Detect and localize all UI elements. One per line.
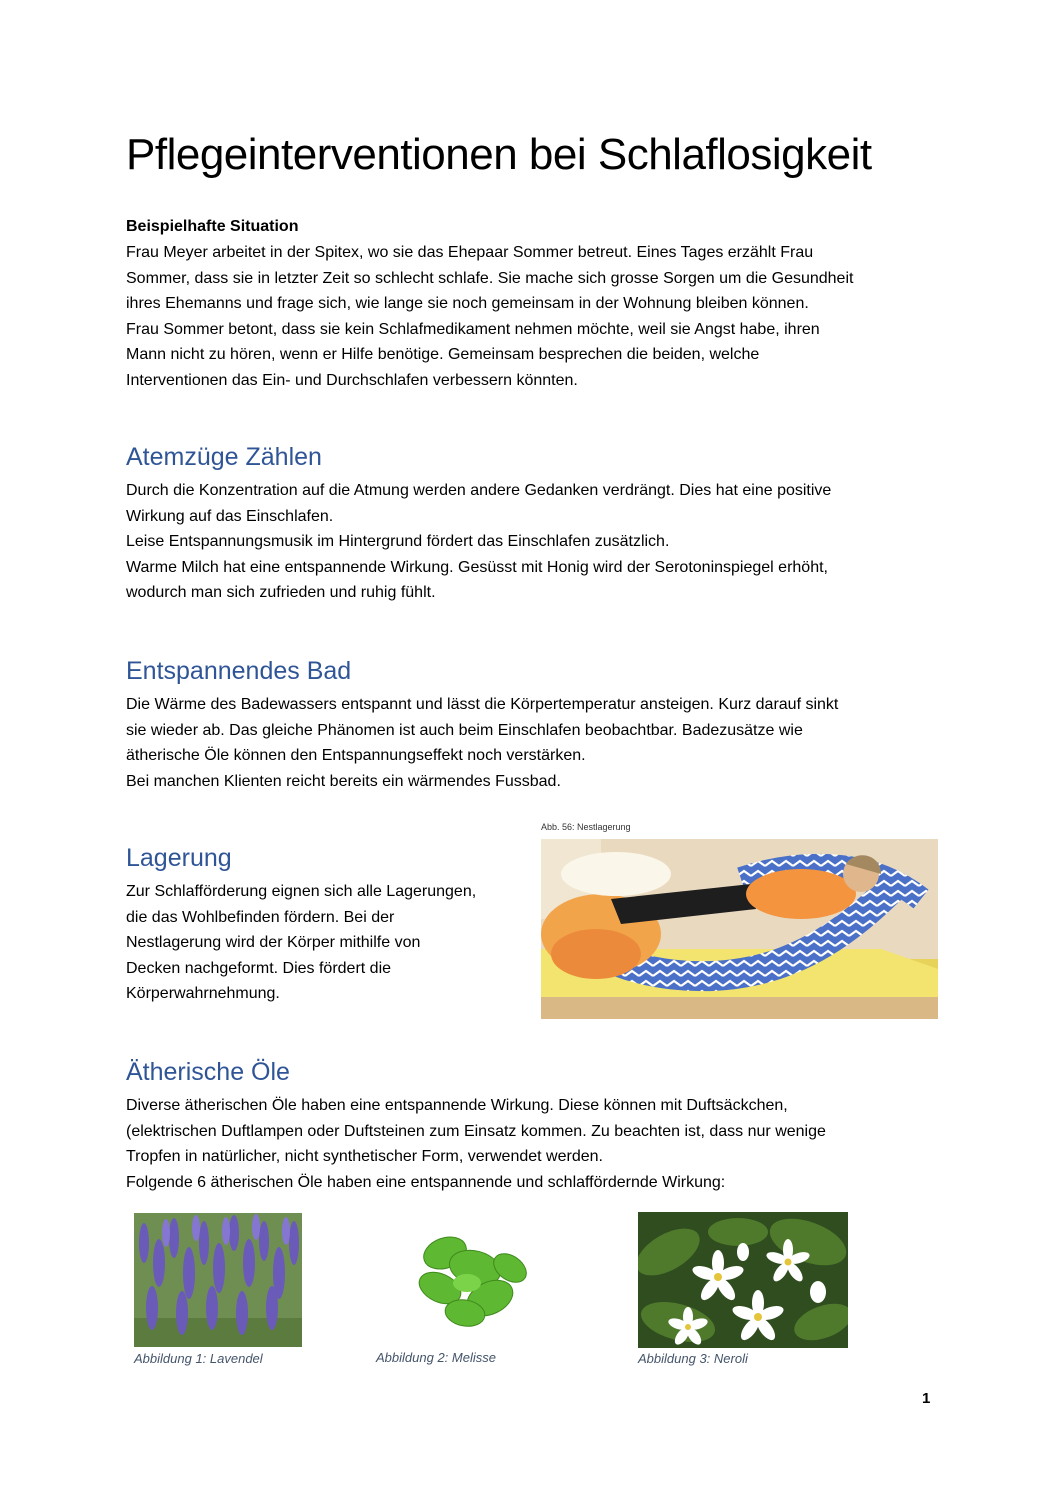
text-line: Wirkung auf das Einschlafen.	[126, 507, 334, 525]
figure-caption-melisse: Abbildung 2: Melisse	[376, 1350, 496, 1365]
text-line: Die Wärme des Badewassers entspannt und lässt die Körpertemperatur ansteigen. Kurz darauf sinkt	[126, 696, 839, 713]
figure-caption-lavendel: Abbildung 1: Lavendel	[134, 1351, 263, 1366]
text-line: Zur Schlafförderung eignen sich alle Lagerungen,	[126, 883, 477, 900]
text-line: sie wieder ab. Das gleiche Phänomen ist auch beim Einschlafen beobachtbar. Badezusätze wie	[126, 721, 803, 739]
text-line: Diverse ätherischen Öle haben eine entspannende Wirkung. Diese können mit Duftsäckchen,	[126, 1097, 788, 1114]
section-paragraph-lagerung	[126, 879, 476, 1007]
lavender-photo	[134, 1213, 302, 1347]
text-line: Leise Entspannungsmusik im Hintergrund fördert das Einschlafen zusätzlich.	[126, 533, 670, 551]
text-line: (elektrischen Duftlampen oder Duftsteinen zum Einsatz kommen. Zu beachten ist, dass nur wenige	[126, 1122, 826, 1140]
situation-paragraph	[126, 240, 853, 394]
text-line: Sommer, dass sie in letzter Zeit so schlecht schlafe. Sie mache sich grosse Sorgen um die Gesundheit	[126, 269, 854, 287]
text-line: Warme Milch hat eine entspannende Wirkung. Gesüsst mit Honig wird der Serotoninspiegel erhöht,	[126, 558, 828, 576]
section-heading-bad: Entspannendes Bad	[126, 657, 352, 685]
text-line: wodurch man sich zufrieden und ruhig fühlt.	[126, 584, 436, 602]
text-line: Mann nicht zu hören, wenn er Hilfe benötige. Gemeinsam besprechen die beiden, welche	[126, 346, 760, 364]
text-line: ihres Ehemanns und frage sich, wie lange sie noch gemeinsam in der Wohnung bleiben können.	[126, 295, 809, 313]
text-line: ätherische Öle können den Entspannungseffekt noch verstärken.	[126, 747, 586, 765]
text-line: Frau Sommer betont, dass sie kein Schlafmedikament nehmen möchte, weil sie Angst habe, ihren	[126, 320, 820, 338]
text-line: Körperwahrnehmung.	[126, 985, 280, 1003]
neroli-photo	[638, 1212, 848, 1348]
text-line: Frau Meyer arbeitet in der Spitex, wo sie das Ehepaar Sommer betreut. Eines Tages erzählt Frau	[126, 244, 814, 261]
section-heading-atemzuege: Atemzüge Zählen	[126, 443, 322, 471]
text-line: Nestlagerung wird der Körper mithilfe von	[126, 934, 421, 952]
section-paragraph-bad	[126, 692, 838, 794]
section-paragraph-oele	[126, 1093, 826, 1195]
section-heading-lagerung: Lagerung	[126, 844, 232, 872]
nestlagerung-photo	[541, 839, 938, 1019]
page-title: Pflegeinterventionen bei Schlaflosigkeit	[126, 130, 872, 179]
page-number: 1	[922, 1390, 931, 1407]
text-line: Folgende 6 ätherischen Öle haben eine entspannende und schlaffördernde Wirkung:	[126, 1173, 726, 1191]
image-caption-nestlagerung: Abb. 56: Nestlagerung	[541, 822, 631, 832]
text-line: Decken nachgeformt. Dies fördert die	[126, 959, 392, 977]
text-line: Durch die Konzentration auf die Atmung werden andere Gedanken verdrängt. Dies hat eine positive	[126, 482, 832, 499]
melisse-photo	[405, 1228, 535, 1333]
section-paragraph-atemzuege	[126, 478, 831, 606]
text-line: Tropfen in natürlicher, nicht synthetischer Form, verwendet werden.	[126, 1148, 603, 1166]
figure-caption-neroli: Abbildung 3: Neroli	[638, 1351, 748, 1366]
text-line: Interventionen das Ein- und Durchschlafen verbessern könnten.	[126, 371, 578, 389]
section-heading-oele: Ätherische Öle	[126, 1058, 290, 1086]
situation-label: Beispielhafte Situation	[126, 218, 299, 235]
text-line: Bei manchen Klienten reicht bereits ein wärmendes Fussbad.	[126, 772, 561, 790]
text-line: die das Wohlbefinden fördern. Bei der	[126, 908, 395, 926]
